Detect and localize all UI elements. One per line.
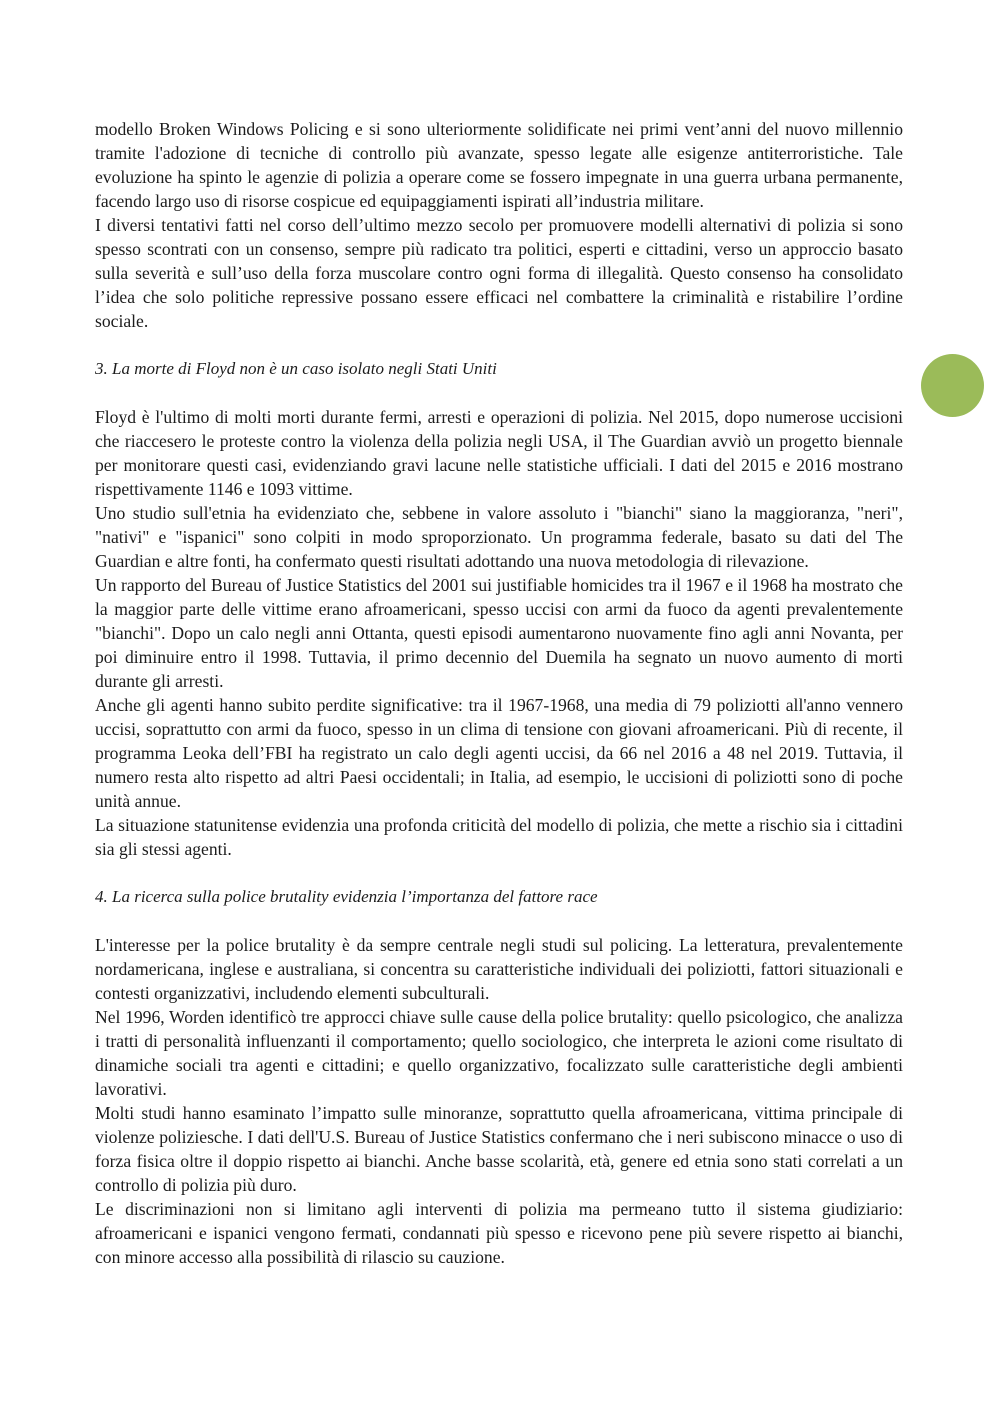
paragraph: modello Broken Windows Policing e si sono ulteriormente solidificate nei primi vent’anni del nuovo millennio tramite l'adozione di tecniche di controllo più avanzate, spesso legate alle esigenze antiterroristiche. Tale evoluzione ha spinto le agenzie di polizia a operare come se fossero impegnate in una guerra urbana permanente, facendo largo uso di risorse cospicue ed equipaggiamenti ispirati all’industria militare. — [95, 119, 903, 211]
spacer — [95, 909, 903, 933]
spacer — [95, 381, 903, 405]
paragraph: Molti studi hanno esaminato l’impatto sulle minoranze, soprattutto quella afroamericana, vittima principale di violenze poliziesche. I dati dell'U.S. Bureau of Justice Statistics confermano che i neri subiscono minacce o uso di forza fisica oltre il doppio rispetto ai bianchi. Anche basse scolarità, età, genere ed etnia sono stati correlati a un controllo di polizia più duro. — [95, 1103, 903, 1195]
paragraph: I diversi tentativi fatti nel corso dell’ultimo mezzo secolo per promuovere modelli alternativi di polizia si sono spesso scontrati con un consenso, sempre più radicato tra politici, esperti e cittadini, verso un approccio basato sulla severità e sull’uso della forza muscolare contro ogni forma di illegalità. Questo consenso ha consolidato l’idea che solo politiche repressive possano essere efficaci nel combattere la criminalità e ristabilire l’ordine sociale. — [95, 215, 903, 331]
section-heading: 3. La morte di Floyd non è un caso isolato negli Stati Uniti — [95, 359, 497, 378]
paragraph: La situazione statunitense evidenzia una profonda criticità del modello di polizia, che mette a rischio sia i cittadini sia gli stessi agenti. — [95, 815, 903, 859]
paragraph: L'interesse per la police brutality è da sempre centrale negli studi sul policing. La letteratura, prevalentemente nordamericana, inglese e australiana, si concentra su caratteristiche individuali dei poliziotti, fattori situazionali e contesti organizzativi, includendo elementi subculturali. — [95, 935, 903, 1003]
paragraph: Anche gli agenti hanno subito perdite significative: tra il 1967-1968, una media di 79 poliziotti all'anno vennero uccisi, soprattutto con armi da fuoco, spesso in un clima di tensione con giovani afroamericani. Più di recente, il programma Leoka dell’FBI ha registrato un calo degli agenti uccisi, da 66 nel 2016 a 48 nel 2019. Tuttavia, il numero resta alto rispetto ad altri Paesi occidentali; in Italia, ad esempio, le uccisioni di poliziotti sono di poche unità annue. — [95, 695, 903, 811]
document-body — [95, 117, 903, 1269]
paragraph: Le discriminazioni non si limitano agli interventi di polizia ma permeano tutto il sistema giudiziario: afroamericani e ispanici vengono fermati, condannati più spesso e ricevono pene più severe rispetto ai bianchi, con minore accesso alla possibilità di rilascio su cauzione. — [95, 1199, 903, 1267]
paragraph: Uno studio sull'etnia ha evidenziato che, sebbene in valore assoluto i "bianchi" siano la maggioranza, "neri", "nativi" e "ispanici" sono colpiti in modo sproporzionato. Un programma federale, basato su dati del The Guardian e altre fonti, ha confermato questi risultati adottando una nuova metodologia di rilevazione. — [95, 503, 903, 571]
decorative-circle — [921, 354, 984, 417]
paragraph: Floyd è l'ultimo di molti morti durante fermi, arresti e operazioni di polizia. Nel 2015, dopo numerose uccisioni che riaccesero le proteste contro la violenza della polizia negli USA, il The Guardian avviò un progetto biennale per monitorare questi casi, evidenziando gravi lacune nelle statistiche ufficiali. I dati del 2015 e 2016 mostrano rispettivamente 1146 e 1093 vittime. — [95, 407, 903, 499]
section-heading: 4. La ricerca sulla police brutality evidenzia l’importanza del fattore race — [95, 887, 598, 906]
spacer — [95, 861, 903, 885]
paragraph: Nel 1996, Worden identificò tre approcci chiave sulle cause della police brutality: quello psicologico, che analizza i tratti di personalità influenzanti il comportamento; quello sociologico, che interpreta le azioni come risultato di dinamiche sociali tra agenti e cittadini; e quello organizzativo, focalizzato sulle caratteristiche degli ambienti lavorativi. — [95, 1007, 903, 1099]
spacer — [95, 333, 903, 357]
paragraph: Un rapporto del Bureau of Justice Statistics del 2001 sui justifiable homicides tra il 1967 e il 1968 ha mostrato che la maggior parte delle vittime erano afroamericani, spesso uccisi con armi da fuoco da agenti prevalentemente "bianchi". Dopo un calo negli anni Ottanta, questi episodi aumentarono nuovamente fino agli anni Novanta, per poi diminuire entro il 1998. Tuttavia, il primo decennio del Duemila ha segnato un nuovo aumento di morti durante gli arresti. — [95, 575, 903, 691]
